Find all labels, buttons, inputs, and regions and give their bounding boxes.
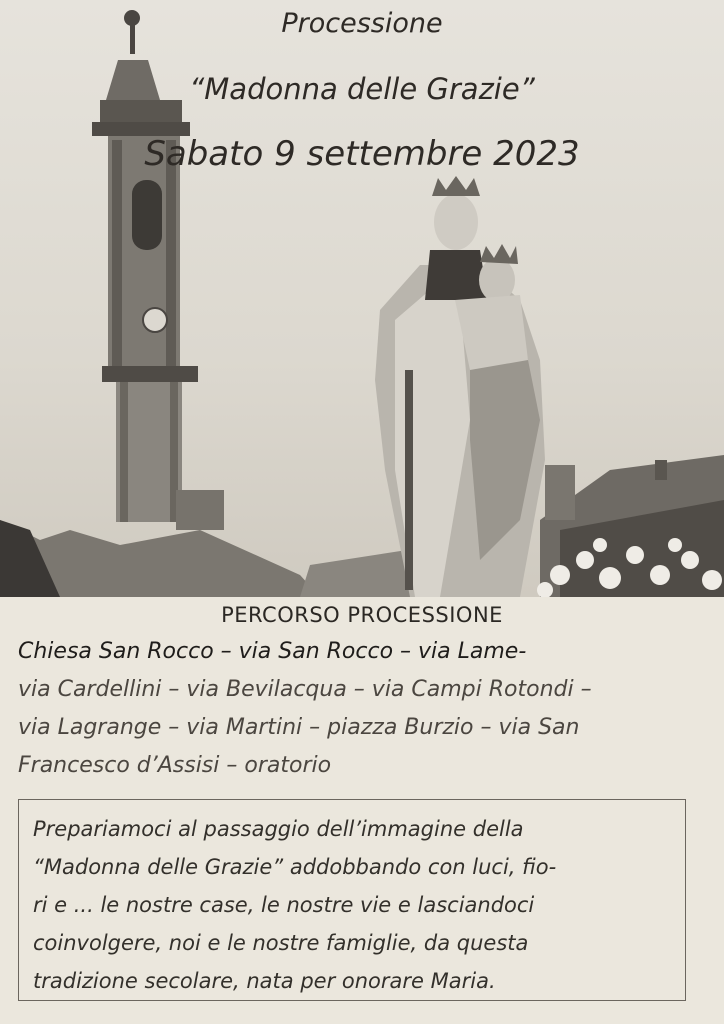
- message-box: [18, 799, 686, 1001]
- route-line: Chiesa San Rocco – via San Rocco – via Lame-: [18, 639, 527, 664]
- route-heading: PERCORSO PROCESSIONE: [221, 603, 503, 627]
- route-line: via Cardellini – via Bevilacqua – via Campi Rotondi –: [18, 677, 592, 702]
- title-madonna: “Madonna delle Grazie”: [189, 72, 535, 106]
- message-line: Prepariamoci al passaggio dell’immagine della: [33, 817, 524, 841]
- message-line: “Madonna delle Grazie” addobbando con luci, fio-: [33, 855, 557, 879]
- title-date: Sabato 9 settembre 2023: [144, 134, 580, 174]
- madonna-statue: [375, 176, 545, 597]
- title-procession: Processione: [281, 8, 443, 39]
- message-line: ri e ... le nostre case, le nostre vie e lasciandoci: [33, 893, 535, 917]
- message-line: tradizione secolare, nata per onorare Maria.: [33, 969, 496, 993]
- route-line: via Lagrange – via Martini – piazza Burzio – via San: [18, 715, 580, 740]
- route-section: [0, 597, 724, 1024]
- message-line: coinvolgere, noi e le nostre famiglie, da questa: [33, 931, 529, 955]
- route-line: Francesco d’Assisi – oratorio: [18, 753, 332, 778]
